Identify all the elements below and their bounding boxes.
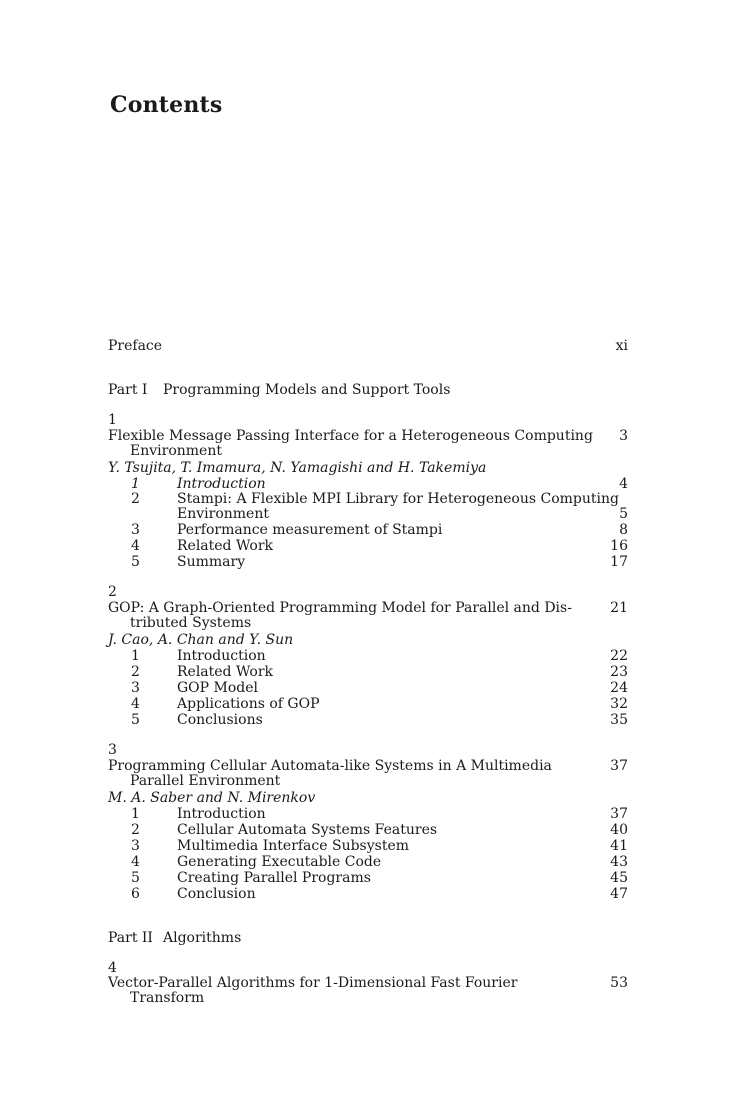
section-page: 23: [610, 664, 628, 680]
chapter-title: Programming Cellular Automata-like Systems in A Multimedia: [108, 758, 552, 774]
part-heading: [108, 930, 241, 946]
chapter-number: 3: [108, 742, 117, 758]
section-number: 2: [131, 664, 140, 680]
section-number: 4: [131, 854, 140, 870]
section-title: Related Work: [177, 538, 274, 554]
section-number: 4: [131, 696, 140, 712]
part-title: Algorithms: [163, 930, 242, 946]
section-page: 40: [610, 822, 628, 838]
section-number: 1: [131, 806, 140, 822]
section-page: 16: [610, 538, 628, 554]
section-page: 37: [610, 806, 628, 822]
section-title: Multimedia Interface Subsystem: [177, 838, 410, 854]
chapter-page: 37: [610, 758, 628, 774]
page-title: Contents: [110, 92, 223, 118]
section-number: 5: [131, 870, 140, 886]
section-page: 32: [610, 696, 628, 712]
section-title: Introduction: [177, 806, 266, 822]
chapter-number: 4: [108, 960, 117, 976]
section-number: 1: [131, 476, 140, 492]
section-title: Cellular Automata Systems Features: [177, 822, 438, 838]
section-page: 45: [610, 870, 628, 886]
section-number: 3: [131, 680, 140, 696]
section-page: 4: [619, 476, 628, 492]
section-number: 6: [131, 886, 140, 902]
section-number: 1: [131, 648, 140, 664]
section-page: 22: [610, 648, 628, 664]
section-title: GOP Model: [177, 680, 259, 696]
section-title-continued: Environment: [177, 506, 269, 522]
chapter-page: 53: [610, 975, 628, 991]
section-number: 4: [131, 538, 140, 554]
chapter-authors: J. Cao, A. Chan and Y. Sun: [108, 632, 294, 648]
section-number: 5: [131, 554, 140, 570]
section-number: 2: [131, 822, 140, 838]
part-heading: [108, 382, 450, 398]
section-title: Conclusion: [177, 886, 256, 902]
preface-page: xi: [615, 338, 628, 354]
chapter-title-continued: Environment: [130, 443, 222, 459]
section-title: Summary: [177, 554, 246, 570]
section-page: 8: [619, 522, 628, 538]
part-title: Programming Models and Support Tools: [163, 382, 451, 398]
section-page: 35: [610, 712, 628, 728]
part-label: Part I: [108, 382, 148, 398]
chapter-page: 21: [610, 600, 628, 616]
section-page: 24: [610, 680, 628, 696]
part-label: Part II: [108, 930, 153, 946]
section-title: Conclusions: [177, 712, 263, 728]
section-number: 3: [131, 522, 140, 538]
section-number: 3: [131, 838, 140, 854]
chapter-title-continued: tributed Systems: [130, 615, 252, 631]
section-title: Introduction: [177, 476, 266, 492]
chapter-number: 2: [108, 584, 117, 600]
chapter-title-continued: Parallel Environment: [130, 773, 281, 789]
section-page: 47: [610, 886, 628, 902]
chapter-authors: Y. Tsujita, T. Imamura, N. Yamagishi and H. Takemiya: [108, 460, 487, 476]
chapter-number: 1: [108, 412, 117, 428]
section-page: 41: [610, 838, 628, 854]
chapter-authors: M. A. Saber and N. Mirenkov: [108, 790, 316, 806]
section-page: 17: [610, 554, 628, 570]
section-page: 43: [610, 854, 628, 870]
section-title: Introduction: [177, 648, 266, 664]
chapter-page: 3: [619, 428, 628, 444]
chapter-title: Vector-Parallel Algorithms for 1-Dimensional Fast Fourier: [108, 975, 518, 991]
section-number: 2: [131, 491, 140, 507]
section-title: Generating Executable Code: [177, 854, 382, 870]
section-page: 5: [619, 506, 628, 522]
preface-label: Preface: [108, 338, 163, 354]
section-title: Related Work: [177, 664, 274, 680]
chapter-title: GOP: A Graph-Oriented Programming Model for Parallel and Dis-: [108, 600, 572, 616]
chapter-title: Flexible Message Passing Interface for a Heterogeneous Computing: [108, 428, 593, 444]
section-title: Performance measurement of Stampi: [177, 522, 443, 538]
chapter-title-continued: Transform: [130, 990, 205, 1006]
section-title: Stampi: A Flexible MPI Library for Heterogeneous Computing: [177, 491, 619, 507]
section-title: Applications of GOP: [177, 696, 320, 712]
section-number: 5: [131, 712, 140, 728]
section-title: Creating Parallel Programs: [177, 870, 371, 886]
